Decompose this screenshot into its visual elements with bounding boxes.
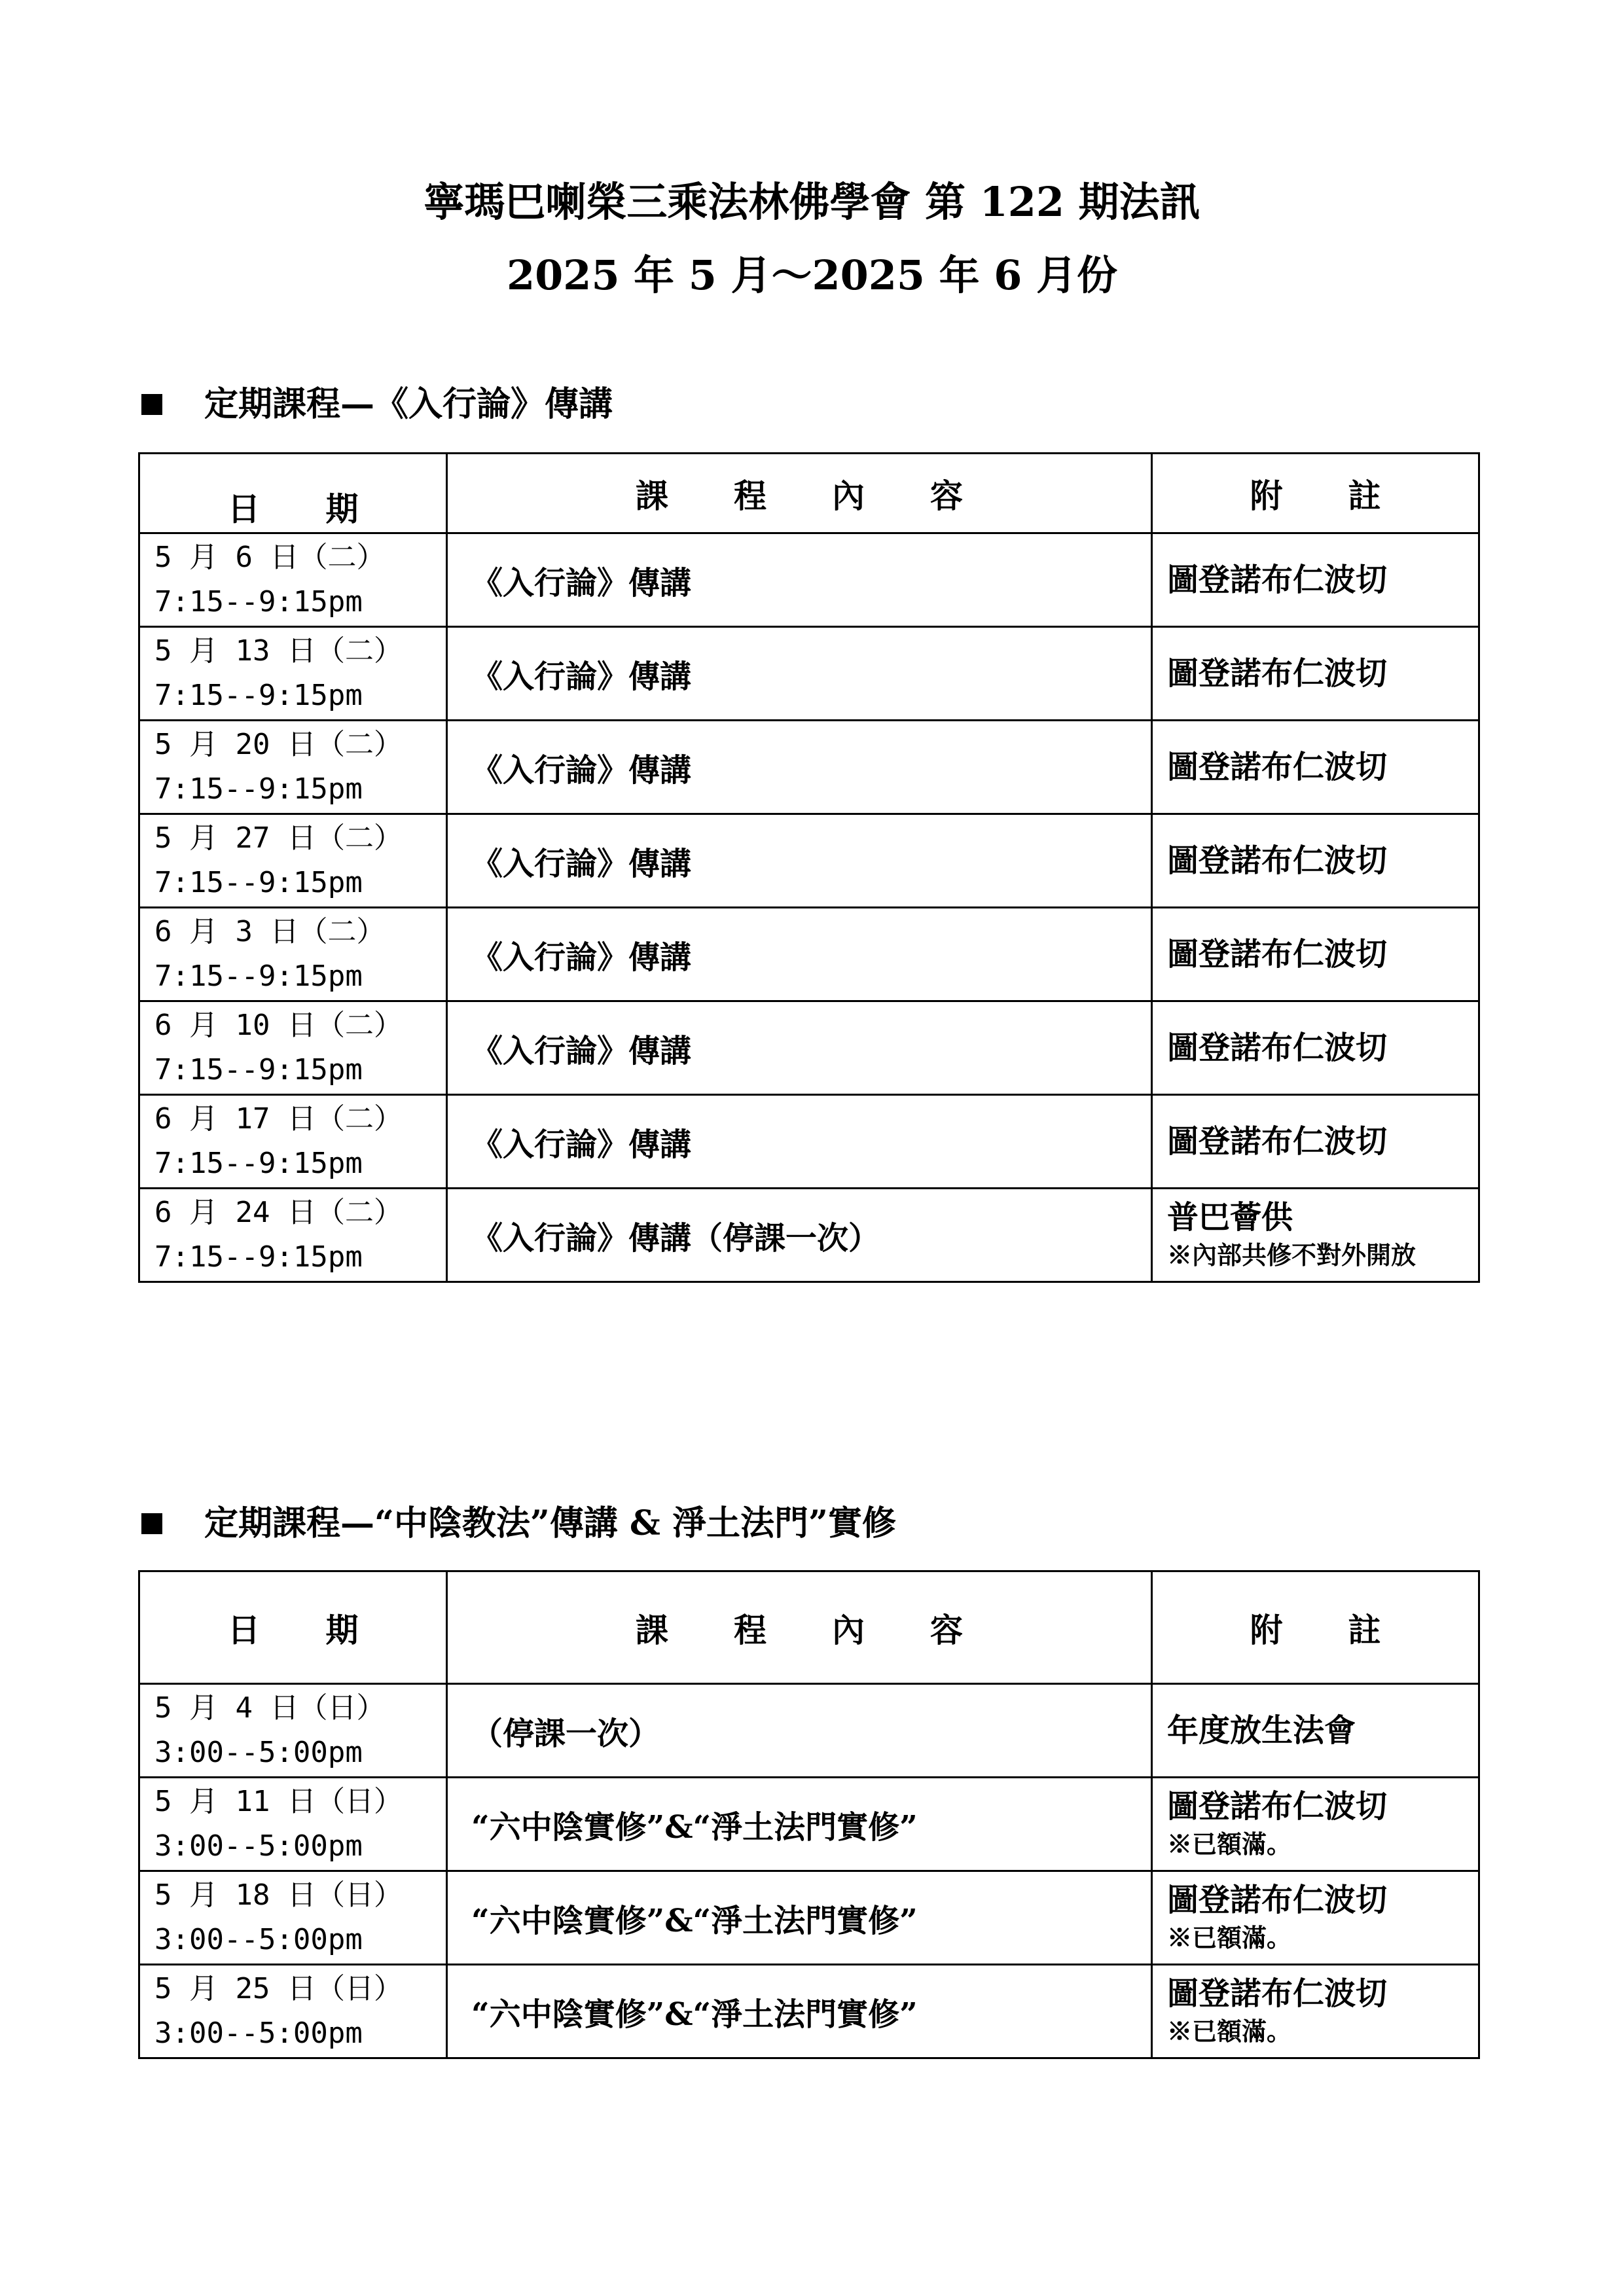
table-header-row [139, 454, 1479, 533]
date-cell: 5 月 25 日（日） 3:00--5:00pm [139, 1965, 447, 2058]
date-cell: 6 月 17 日（二） 7:15--9:15pm [139, 1095, 447, 1189]
table-row [139, 533, 1479, 627]
table-row [139, 627, 1479, 721]
content-cell: “六中陰實修”&“淨土法門實修” [447, 1871, 1152, 1965]
content-cell: 《入行論》傳講 [447, 1095, 1152, 1189]
page-subtitle-period: 2025 年 5 月～2025 年 6 月份 [507, 251, 1117, 299]
table-row [139, 1095, 1479, 1189]
date-cell: 5 月 13 日（二） 7:15--9:15pm [139, 627, 447, 721]
section-heading-text: 定期課程—“中陰教法”傳講 & 淨土法門”實修 [204, 1503, 896, 1543]
content-cell: “六中陰實修”&“淨土法門實修” [447, 1778, 1152, 1871]
table-row [139, 908, 1479, 1001]
content-cell: “六中陰實修”&“淨土法門實修” [447, 1965, 1152, 2058]
date-cell: 5 月 4 日（日） 3:00--5:00pm [139, 1684, 447, 1778]
note-cell: 圖登諾布仁波切 [1152, 1001, 1479, 1095]
square-bullet-icon [141, 1513, 162, 1534]
date-cell: 5 月 11 日（日） 3:00--5:00pm [139, 1778, 447, 1871]
note-cell: 圖登諾布仁波切 [1152, 533, 1479, 627]
column-header-content: 課 程 內 容 [447, 1571, 1152, 1684]
date-cell: 6 月 10 日（二） 7:15--9:15pm [139, 1001, 447, 1095]
column-header-note: 附 註 [1152, 454, 1479, 533]
table-row [139, 1001, 1479, 1095]
note-cell: 圖登諾布仁波切 [1152, 814, 1479, 908]
date-cell: 5 月 27 日（二） 7:15--9:15pm [139, 814, 447, 908]
date-cell: 5 月 18 日（日） 3:00--5:00pm [139, 1871, 447, 1965]
date-cell: 6 月 3 日（二） 7:15--9:15pm [139, 908, 447, 1001]
schedule-table-course-2 [138, 1570, 1480, 2059]
content-cell: （停課一次） [447, 1684, 1152, 1778]
note-remark: ※已額滿。 [1167, 1923, 1292, 1952]
note-remark: ※已額滿。 [1167, 2017, 1292, 2046]
note-cell: 圖登諾布仁波切 ※已額滿。 [1152, 1871, 1479, 1965]
table-row [139, 1189, 1479, 1282]
content-cell: 《入行論》傳講 [447, 1001, 1152, 1095]
column-header-note: 附 註 [1152, 1571, 1479, 1684]
date-cell: 5 月 20 日（二） 7:15--9:15pm [139, 721, 447, 814]
content-cell: 《入行論》傳講 [447, 908, 1152, 1001]
section-heading-course-2 [141, 1503, 896, 1543]
table-header-row [139, 1571, 1479, 1684]
note-cell: 圖登諾布仁波切 [1152, 721, 1479, 814]
section-heading-course-1 [141, 384, 613, 424]
square-bullet-icon [141, 394, 162, 415]
column-header-date: 日 期 [139, 1571, 447, 1684]
table-row [139, 721, 1479, 814]
date-cell: 6 月 24 日（二） 7:15--9:15pm [139, 1189, 447, 1282]
section-heading-text: 定期課程—《入行論》傳講 [204, 384, 613, 424]
content-cell: 《入行論》傳講 [447, 814, 1152, 908]
note-cell: 圖登諾布仁波切 [1152, 908, 1479, 1001]
page-title: 寧瑪巴喇榮三乘法林佛學會 第 122 期法訊 [424, 178, 1200, 226]
note-cell: 圖登諾布仁波切 ※已額滿。 [1152, 1965, 1479, 2058]
column-header-date: 日 期 [139, 454, 447, 533]
content-cell: 《入行論》傳講（停課一次） [447, 1189, 1152, 1282]
note-cell: 圖登諾布仁波切 [1152, 1095, 1479, 1189]
table-row [139, 1965, 1479, 2058]
content-cell: 《入行論》傳講 [447, 721, 1152, 814]
table-row [139, 1684, 1479, 1778]
note-cell: 年度放生法會 [1152, 1684, 1479, 1778]
table-row [139, 814, 1479, 908]
table-row [139, 1871, 1479, 1965]
note-cell: 圖登諾布仁波切 ※已額滿。 [1152, 1778, 1479, 1871]
content-cell: 《入行論》傳講 [447, 533, 1152, 627]
note-remark: ※已額滿。 [1167, 1829, 1292, 1859]
note-cell: 圖登諾布仁波切 [1152, 627, 1479, 721]
column-header-content: 課 程 內 容 [447, 454, 1152, 533]
table-row [139, 1778, 1479, 1871]
note-remark: ※內部共修不對外開放 [1167, 1240, 1416, 1270]
date-cell: 5 月 6 日（二） 7:15--9:15pm [139, 533, 447, 627]
schedule-table-course-1 [138, 452, 1480, 1283]
note-cell: 普巴薈供 ※內部共修不對外開放 [1152, 1189, 1479, 1282]
content-cell: 《入行論》傳講 [447, 627, 1152, 721]
